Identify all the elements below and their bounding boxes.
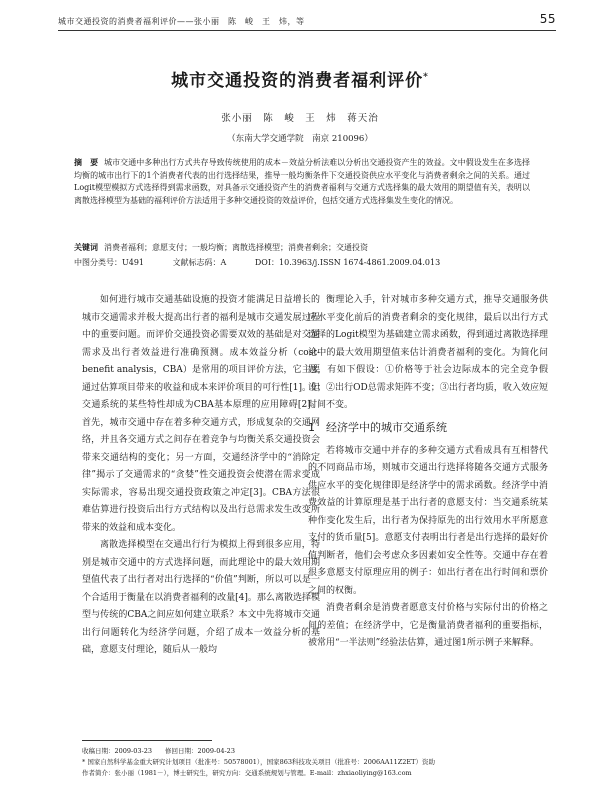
body-right-column <box>308 292 548 653</box>
running-header <box>58 12 556 28</box>
body-paragraph: 离散选择模型在交通出行行为模拟上得到很多应用，特别是城市交通中的方式选择问题，而此理论中的最大效用期望值代表了出行者对出行选择的“价值”判断，所以可以是一个合适用于衡量在以消费者福利的改量[4]。那么离散选择模型与传统的CBA之间应如何建立联系？本文中先将城市交通出行问题转化为经济学问题，介绍了成本一效益分析的基础，意愿支付理论，随后从一般均 <box>82 540 320 655</box>
footnote-received: 收稿日期：2009-03-23 修回日期：2009-04-23 <box>82 747 235 755</box>
footnote-funding: * 国家自然科学基金重大研究计划项目（批准号：50578001），国家863科技攻关项目（批准号：2006AA11Z2ET）资助 <box>82 758 435 766</box>
body-paragraph: 消费者剩余是消费者愿意支付价格与实际付出的价格之间的差值；在经济学中，它是衡量消费者福利的重要指标，被常用“一半法则”经验法估算，通过图1所示例子来解释。 <box>308 603 548 648</box>
keywords-text: 消费者福利；意愿支付；一般均衡；离散选择模型；消费者剩余；交通投资 <box>104 243 368 252</box>
author-list: 张小丽 陈 峻 王 炜 蒋天治 <box>221 113 379 124</box>
abstract <box>74 156 530 207</box>
keywords-label: 关键词 <box>74 242 98 252</box>
footnote-divider <box>82 740 212 741</box>
page-number: 55 <box>539 12 556 26</box>
header-divider <box>58 30 556 31</box>
abstract-text: 城市交通中多种出行方式共存导致传统使用的成本－效益分析法难以分析出交通投资产生的效益。文中假设发生在多选择均衡的城市出行下的1个消费者代表的出行选择结果，推导一般均衡条件下交通投资供应水平变化与消费者剩余之间的关系。通过Logit模型模拟方式选择得到需求函数，对具备示交通投资产生的消费者福利与交通方式选择集的最大效用的期望值有关，表明以离散选择模型为基础的福利评价方法适用于多种交通投资的效益评价，包括交通方式选择集发生变化的情况。 <box>74 158 530 205</box>
affiliation: （东南大学交通学院 南京 210096） <box>227 134 373 144</box>
body-paragraph: 如何进行城市交通基础设施的投资才能满足日益增长的城市交通需求并极大提高出行者的福利是城市交通发展过程中的重要问题。而评价交通投资必需要双效的基础是对交通需求及出行者效益进行准确预测。成本效益分析（cost-benefit analysis，CBA）是常用的项目评价方法，它主要通过估算项目带来的收益和成本来评价项目的可行性[1]。但交通系统的某些特性却成为CBA基本原理的应用障碍[2]。首先，城市交通中存在着多种交通方式，形成复杂的交通网络，并且各交通方式之间存在着竞争与均衡关系交通投资会带来交通结构的变化；另一方面，交通经济学中的“消除定律”揭示了交通需求的“贪婪”性交通投资会使潜在需求变成实际需求，容易出现交通投资政策之冲定[3]。CBA方法很难估算进行投资后出行方式结构以及出行总需求发生改变所带来的效益和成本变化。 <box>82 295 320 533</box>
title-footnote-mark: * <box>423 72 429 83</box>
section-heading: 1 经济学中的城市交通系统 <box>308 420 447 434</box>
abstract-label: 摘 要 <box>74 157 99 167</box>
body-paragraph: 衡理论入手，针对城市多种交通方式，推导交通服务供应水平变化前后的消费者剩余的变化规律，最后以出行方式选择的Logit模型为基础建立需求函数，得到通过离散选择理论中的最大效用期望值来估计消费者福利的变化。为简化问题，有如下假设：①价格等于社会边际成本的完全竞争假设；②出行OD总需求矩阵不变；③出行者均质，收入效应短时间不变。 <box>308 295 548 410</box>
classification-line <box>74 257 530 269</box>
document-code: 文献标志码：A <box>172 258 227 267</box>
footnote-author: 作者简介：张小丽（1981－），博士研究生，研究方向：交通系统规划与管理。E-mail：zhxiaoliying@163.com <box>82 769 412 777</box>
doi: DOI：10.3963/j.ISSN 1674-4861.2009.04.013 <box>254 258 441 267</box>
running-title: 城市交通投资的消费者福利评价——张小丽 陈 峻 王 炜，等 <box>58 17 305 26</box>
body-paragraph: 若将城市交通中并存的多种交通方式看成具有互相替代的不同商品市场，则城市交通出行选择将随各交通方式服务供应水平的变化规律即是经济学中的需求函数。经济学中消费效益的计算原理是基于出行者的意愿支付：当交通系统某种作变化发生后，出行者为保持原先的出行效用水平所愿意支付的货币量[5]。意愿支付表明出行者是出行选择的最好价值判断者，他们会考虑众多因素如安全性等。交通中存在着很多意愿支付原理应用的例子：如出行者在出行时间和票价之间的权衡。 <box>308 445 548 596</box>
paper-title <box>0 66 600 91</box>
paper-title-text: 城市交通投资的消费者福利评价 <box>171 71 424 91</box>
clc-number: 中图分类号：U491 <box>74 258 145 267</box>
body-left-column <box>82 292 320 660</box>
keywords <box>74 241 530 254</box>
footnotes <box>82 746 552 779</box>
